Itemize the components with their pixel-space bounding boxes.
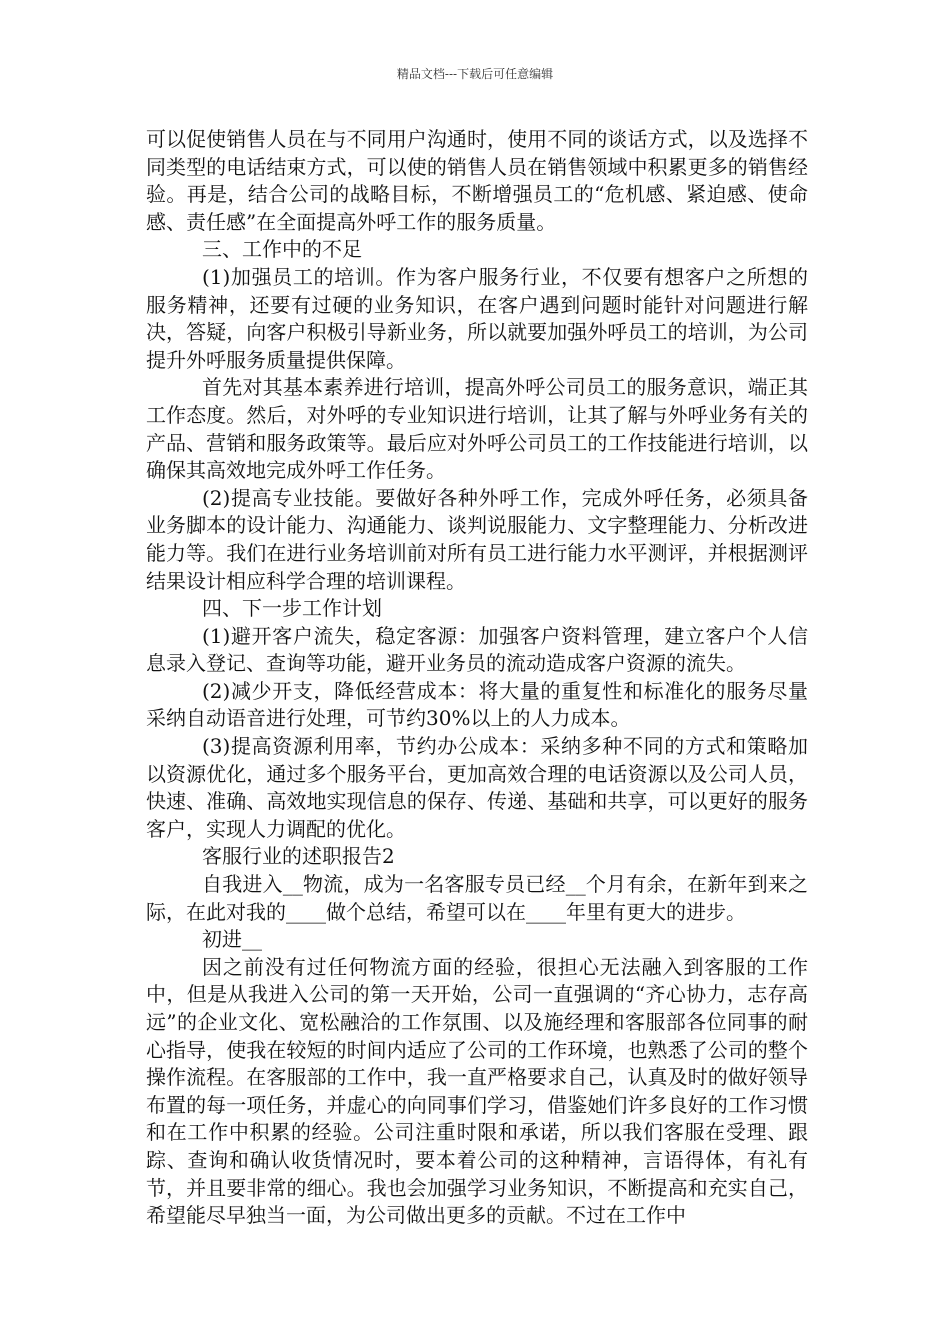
report-title-2: 客服行业的述职报告2: [202, 844, 395, 869]
section-heading-next-plan: 四、下一步工作计划: [202, 596, 382, 621]
paragraph-customer-retention: (1)避开客户流失，稳定客源：加强客户资料管理，建立客户个人信息录入登记、查询等功能，避开业务员的流动造成客户资源的流失。: [146, 623, 808, 676]
paragraph-introduction: 自我进入__物流，成为一名客服专员已经__个月有余，在新年到来之际，在此对我的____做个总结，希望可以在____年里有更大的进步。: [146, 872, 808, 924]
paragraph-basic-training: 首先对其基本素养进行培训，提高外呼公司员工的服务意识，端正其工作态度。然后，对外呼的专业知识进行培训，让其了解与外呼业务有关的产品、营销和服务政策等。最后应对外呼公司员工的工作技能进行培训，以确保其高效地完成外呼工作任务。: [146, 375, 808, 483]
subheading-first-entry: 初进__: [202, 927, 262, 952]
paragraph-continuation: 可以促使销售人员在与不同用户沟通时，使用不同的谈话方式，以及选择不同类型的电话结束方式，可以使的销售人员在销售领域中积累更多的销售经验。再是，结合公司的战略目标，不断增强员工的“危机感、紧迫感、使命感、责任感”在全面提高外呼工作的服务质量。: [146, 127, 808, 234]
paragraph-resource-utilization: (3)提高资源利用率，节约办公成本：采纳多种不同的方式和策略加以资源优化，通过多个服务平台，更加高效合理的电话资源以及公司人员，快速、准确、高效地实现信息的保存、传递、基础和共享，可以更好的服务客户，实现人力调配的优化。: [146, 734, 808, 841]
paragraph-professional-skills: (2)提高专业技能。要做好各种外呼工作，完成外呼任务，必须具备业务脚本的设计能力、沟通能力、谈判说服能力、文字整理能力、分析改进能力等。我们在进行业务培训前对所有员工进行能力水平测评，并根据测评结果设计相应科学合理的培训课程。: [146, 485, 808, 593]
paragraph-reduce-costs: (2)减少开支，降低经营成本：将大量的重复性和标准化的服务尽量采纳自动语音进行处理，可节约30%以上的人力成本。: [146, 678, 808, 731]
page-header: 精品文档---下载后可任意编辑: [396, 67, 554, 81]
paragraph-staff-training: (1)加强员工的培训。作为客户服务行业，不仅要有想客户之所想的服务精神，还要有过硬的业务知识，在客户遇到问题时能针对问题进行解决，答疑，向客户积极引导新业务，所以就要加强外呼员工的培训，为公司提升外呼服务质量提供保障。: [146, 264, 808, 372]
section-heading-shortcomings: 三、工作中的不足: [202, 237, 362, 262]
paragraph-experience: 因之前没有过任何物流方面的经验，很担心无法融入到客服的工作中，但是从我进入公司的第一天开始，公司一直强调的“齐心协力，志存高远”的企业文化、宽松融洽的工作氛围、以及施经理和客服部各位同事的耐心指导，使我在较短的时间内适应了公司的工作环境，也熟悉了公司的整个操作流程。在客服部的工作中，我一直严格要求自己，认真及时的做好领导布置的每一项任务，并虚心的向同事们学习，借鉴她们许多良好的工作习惯和在工作中积累的经验。公司注重时限和承诺，所以我们客服在受理、跟踪、查询和确认收货情况时，要本着公司的这种精神，言语得体，有礼有节，并且要非常的细心。我也会加强学习业务知识，不断提高和充实自己，希望能尽早独当一面，为公司做出更多的贡献。不过在工作中: [146, 954, 808, 1228]
document-body: [146, 126, 808, 1230]
